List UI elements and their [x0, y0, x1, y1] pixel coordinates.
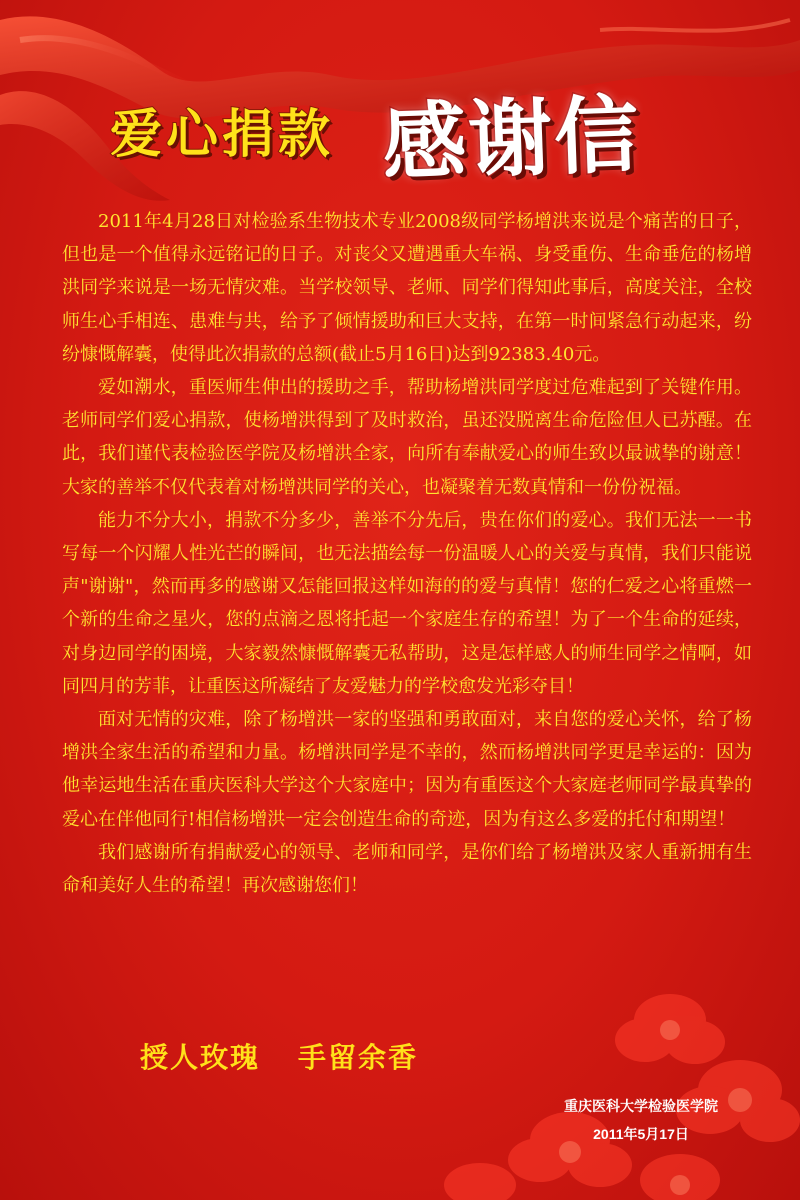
flower-decoration: [420, 960, 800, 1200]
paragraph-4: 面对无情的灾难，除了杨增洪一家的坚强和勇敢面对，来自您的爱心关怀，给了杨增洪全家生活的希望和力量。杨增洪同学是不幸的，然而杨增洪同学更是幸运的：因为他幸运地生活在重庆医科大学这个大家庭中；因为有重医这个大家庭老师同学最真挚的爱心在伴他同行!相信杨增洪一定会创造生命的奇迹，因为有这么多爱的托付和期望！: [62, 709, 752, 830]
title-love-donation: 爱心捐款: [110, 105, 335, 165]
letter-body: [62, 205, 752, 902]
paragraph-3: 能力不分大小，捐款不分多少，善举不分先后，贵在你们的爱心。我们无法一一书写每一个闪耀人性光芒的瞬间，也无法描绘每一份温暖人心的关爱与真情，我们只能说声"谢谢"，然而再多的感谢又怎能回报这样如海的的爱与真情！您的仁爱之心将重燃一个新的生命之星火，您的点滴之恩将托起一个家庭生存的希望！为了一个生命的延续，对身边同学的困境，大家毅然慷慨解囊无私帮助，这是怎样感人的师生同学之情啊，如同四月的芳菲，让重医这所凝结了友爱魅力的学校愈发光彩夺目！: [62, 509, 752, 697]
title-thank-you-letter: 感谢信: [380, 85, 642, 193]
signature-date: 2011年5月17日: [593, 1126, 689, 1142]
motto-part-1: 授人玫瑰: [140, 1041, 261, 1074]
signature: [564, 1092, 718, 1148]
motto-part-2: 手留余香: [298, 1041, 419, 1074]
signature-organization: 重庆医科大学检验医学院: [564, 1098, 718, 1114]
paragraph-5: 我们感谢所有捐献爱心的领导、老师和同学，是你们给了杨增洪及家人重新拥有生命和美好人生的希望！再次感谢您们！: [62, 841, 752, 897]
paragraph-1: 2011年4月28日对检验系生物技术专业2008级同学杨增洪来说是个痛苦的日子，但也是一个值得永远铭记的日子。对丧父又遭遇重大车祸、身受重伤、生命垂危的杨增洪同学来说是一场无情灾难。当学校领导、老师、同学们得知此事后，高度关注，全校师生心手相连、患难与共，给予了倾情援助和巨大支持，在第一时间紧急行动起来，纷纷慷慨解囊，使得此次捐款的总额(截止5月16日)达到92383.40元。: [62, 211, 752, 365]
paragraph-2: 爱如潮水，重医师生伸出的援助之手，帮助杨增洪同学度过危难起到了关键作用。老师同学们爱心捐款，使杨增洪得到了及时救治，虽还没脱离生命危险但人已苏醒。在此，我们谨代表检验医学院及杨增洪全家，向所有奉献爱心的师生致以最诚挚的谢意！大家的善举不仅代表着对杨增洪同学的关心，也凝聚着无数真情和一份份祝福。: [62, 377, 752, 498]
motto: [140, 1036, 418, 1076]
